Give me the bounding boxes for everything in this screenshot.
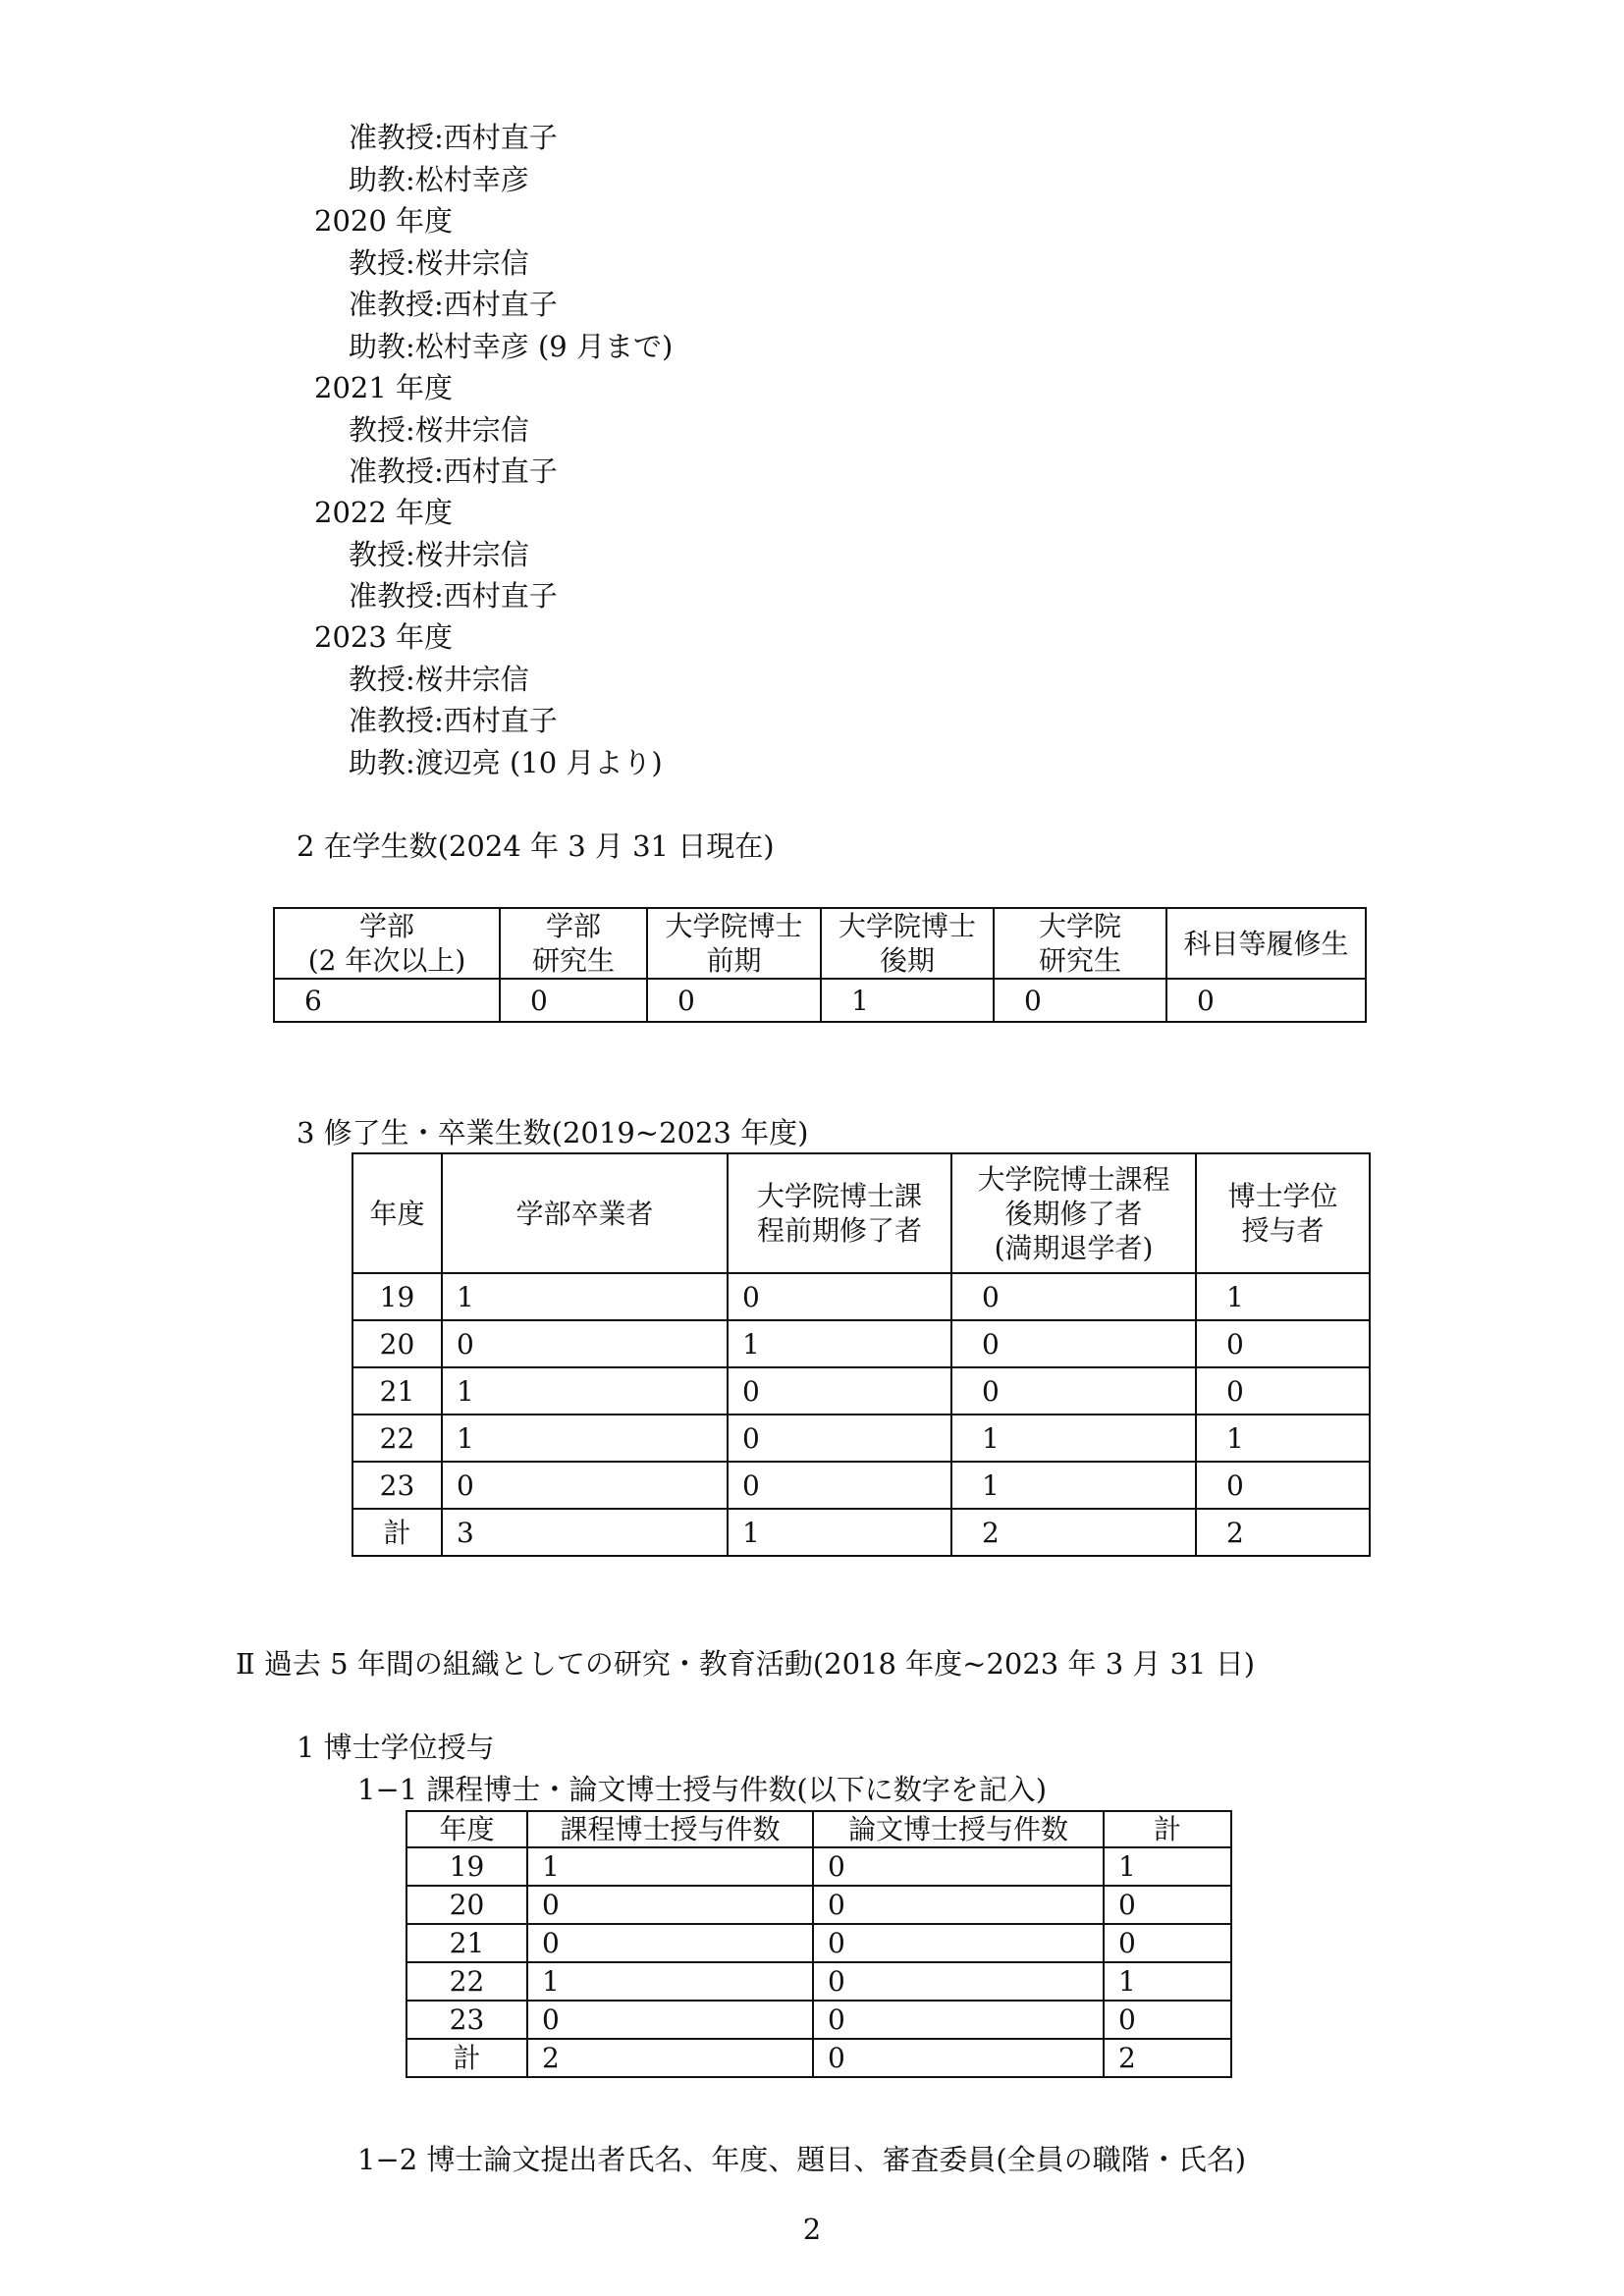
total-cell: 計 [406, 2039, 527, 2077]
year-cell: 23 [352, 1462, 442, 1509]
value-cell: 0 [813, 2039, 1104, 2077]
header-cell: 課程博士授与件数 [527, 1811, 813, 1847]
value-cell: 1 [1196, 1415, 1370, 1462]
value-cell: 1 [442, 1415, 728, 1462]
doctorate-table [406, 1810, 1232, 2078]
value-cell: 0 [728, 1367, 951, 1415]
value-cell: 1 [951, 1462, 1196, 1509]
year-cell: 20 [352, 1320, 442, 1367]
header-cell: 大学院博士課 程前期修了者 [728, 1153, 951, 1273]
value-cell: 2 [1196, 1509, 1370, 1556]
year-cell: 22 [352, 1415, 442, 1462]
table-row [406, 2001, 1231, 2039]
value-cell: 0 [1196, 1320, 1370, 1367]
header-cell: 学部 (2 年次以上) [274, 908, 500, 979]
header-cell: 大学院博士課程 後期修了者 (満期退学者) [951, 1153, 1196, 1273]
value-cell: 1 [728, 1509, 951, 1556]
subsection-heading: 1−2 博士論文提出者氏名、年度、題目、審査委員(全員の職階・氏名) [357, 2143, 1247, 2176]
year-cell: 22 [406, 1962, 527, 2001]
value-cell: 2 [951, 1509, 1196, 1556]
graduates-table [352, 1152, 1371, 1557]
table-row [352, 1415, 1370, 1462]
staff-line: 教授:桜井宗信 [349, 538, 529, 571]
table-row [406, 1886, 1231, 1924]
value-cell: 1 [442, 1367, 728, 1415]
value-cell: 2 [527, 2039, 813, 2077]
section-heading: 3 修了生・卒業生数(2019~2023 年度) [297, 1116, 809, 1149]
table-row [352, 1320, 1370, 1367]
value-cell: 0 [527, 2001, 813, 2039]
chapter-heading: Ⅱ 過去 5 年間の組織としての研究・教育活動(2018 年度~2023 年 3 月 31 日) [236, 1647, 1256, 1681]
value-cell: 0 [813, 1847, 1104, 1886]
value-cell: 0 [442, 1462, 728, 1509]
staff-line: 准教授:西村直子 [349, 121, 558, 154]
value-cell: 0 [1166, 979, 1366, 1022]
header-cell: 科目等履修生 [1166, 908, 1366, 979]
value-cell: 0 [647, 979, 821, 1022]
header-cell: 学部卒業者 [442, 1153, 728, 1273]
value-cell: 0 [1104, 1924, 1231, 1962]
table-row [352, 1509, 1370, 1556]
section-heading: 2 在学生数(2024 年 3 月 31 日現在) [297, 829, 775, 863]
staff-line: 助教:松村幸彦 [349, 163, 529, 196]
year-heading: 2021 年度 [314, 371, 454, 404]
value-cell: 0 [527, 1924, 813, 1962]
enrollment-table [273, 907, 1367, 1023]
header-cell: 年度 [406, 1811, 527, 1847]
value-cell: 0 [813, 1886, 1104, 1924]
table-row [406, 1847, 1231, 1886]
value-cell: 2 [1104, 2039, 1231, 2077]
staff-line: 教授:桜井宗信 [349, 663, 529, 696]
year-heading: 2022 年度 [314, 496, 454, 529]
value-cell: 0 [728, 1415, 951, 1462]
value-cell: 0 [500, 979, 647, 1022]
value-cell: 0 [527, 1886, 813, 1924]
table-row [406, 1962, 1231, 2001]
table-row [352, 1273, 1370, 1320]
staff-line: 助教:渡辺亮 (10 月より) [349, 746, 663, 779]
value-cell: 0 [442, 1320, 728, 1367]
value-cell: 0 [728, 1462, 951, 1509]
header-cell: 論文博士授与件数 [813, 1811, 1104, 1847]
value-cell: 1 [442, 1273, 728, 1320]
header-cell: 学部 研究生 [500, 908, 647, 979]
year-cell: 19 [352, 1273, 442, 1320]
value-cell: 0 [1196, 1462, 1370, 1509]
value-cell: 1 [1104, 1962, 1231, 2001]
value-cell: 0 [813, 1924, 1104, 1962]
value-cell: 1 [728, 1320, 951, 1367]
value-cell: 0 [813, 1962, 1104, 2001]
total-cell: 計 [352, 1509, 442, 1556]
value-cell: 0 [728, 1273, 951, 1320]
subsection-heading: 1−1 課程博士・論文博士授与件数(以下に数字を記入) [357, 1773, 1048, 1806]
header-cell: 大学院 研究生 [994, 908, 1166, 979]
page-number: 2 [802, 2213, 822, 2246]
header-cell: 大学院博士 後期 [821, 908, 994, 979]
value-cell: 0 [813, 2001, 1104, 2039]
value-cell: 6 [274, 979, 500, 1022]
value-cell: 3 [442, 1509, 728, 1556]
staff-line: 准教授:西村直子 [349, 579, 558, 613]
value-cell: 1 [527, 1847, 813, 1886]
header-cell: 博士学位 授与者 [1196, 1153, 1370, 1273]
value-cell: 1 [1196, 1273, 1370, 1320]
value-cell: 0 [951, 1367, 1196, 1415]
staff-line: 教授:桜井宗信 [349, 246, 529, 280]
year-heading: 2023 年度 [314, 620, 454, 654]
staff-line: 准教授:西村直子 [349, 454, 558, 488]
value-cell: 0 [1104, 1886, 1231, 1924]
header-cell: 大学院博士 前期 [647, 908, 821, 979]
year-cell: 23 [406, 2001, 527, 2039]
subsection-heading: 1 博士学位授与 [297, 1731, 495, 1764]
year-cell: 20 [406, 1886, 527, 1924]
value-cell: 1 [527, 1962, 813, 2001]
staff-line: 助教:松村幸彦 (9 月まで) [349, 330, 674, 363]
staff-line: 准教授:西村直子 [349, 704, 558, 737]
year-cell: 21 [352, 1367, 442, 1415]
table-row [352, 1462, 1370, 1509]
value-cell: 0 [1196, 1367, 1370, 1415]
value-cell: 0 [951, 1320, 1196, 1367]
value-cell: 0 [994, 979, 1166, 1022]
value-cell: 0 [1104, 2001, 1231, 2039]
table-row [406, 1924, 1231, 1962]
table-row [406, 2039, 1231, 2077]
staff-line: 准教授:西村直子 [349, 288, 558, 321]
table-row [352, 1367, 1370, 1415]
year-cell: 19 [406, 1847, 527, 1886]
value-cell: 1 [951, 1415, 1196, 1462]
staff-line: 教授:桜井宗信 [349, 413, 529, 447]
year-heading: 2020 年度 [314, 204, 454, 238]
value-cell: 0 [951, 1273, 1196, 1320]
header-cell: 計 [1104, 1811, 1231, 1847]
header-cell: 年度 [352, 1153, 442, 1273]
value-cell: 1 [1104, 1847, 1231, 1886]
value-cell: 1 [821, 979, 994, 1022]
year-cell: 21 [406, 1924, 527, 1962]
